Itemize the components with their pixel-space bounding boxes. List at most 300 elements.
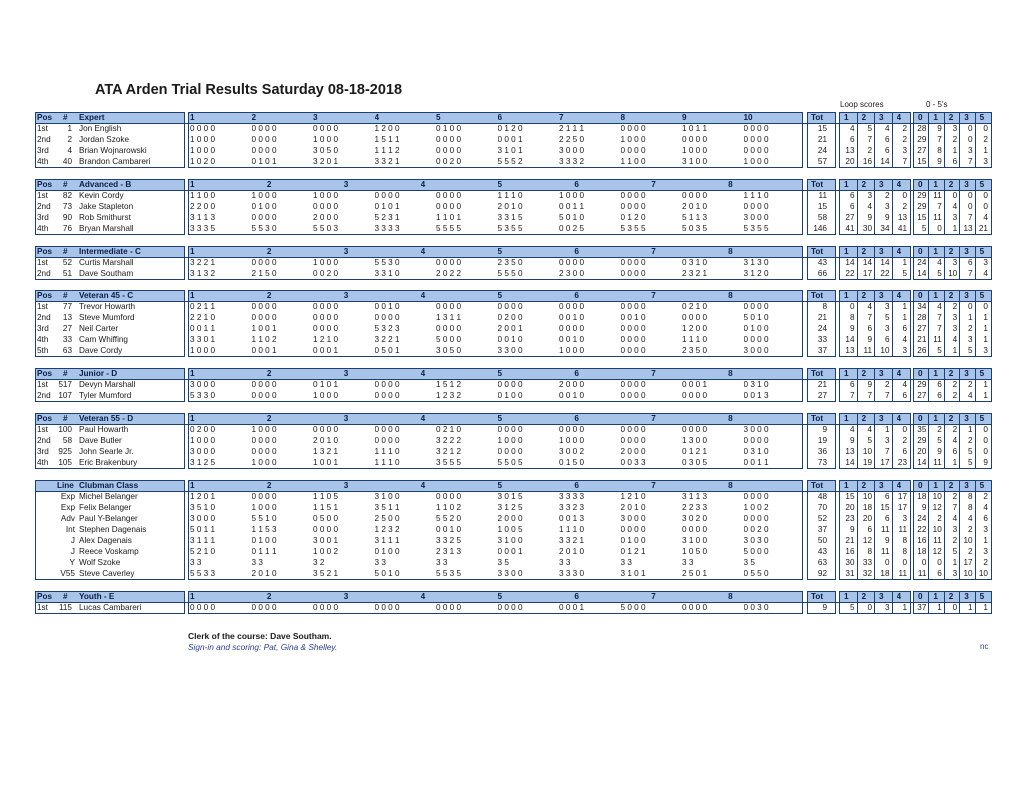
section-scores: 0 0 0 0 (743, 514, 769, 523)
section-scores: 0 0 0 0 (190, 124, 216, 133)
loop-score: 3 (884, 324, 890, 333)
section-title: Veteran 55 - D (79, 414, 134, 423)
section-scores: 0 0 0 0 (559, 258, 585, 267)
section-scores: 0 0 0 0 (743, 436, 769, 445)
section-scores: 0 0 0 0 (620, 124, 646, 133)
section-scores: 1 0 0 0 (190, 135, 216, 144)
header-section-number: 4 (420, 247, 426, 256)
section-scores: 3 3 (374, 558, 386, 567)
rider-total: 63 (817, 558, 827, 567)
loop-score: 17 (880, 458, 890, 467)
loop-score: 3 (884, 302, 890, 311)
header-section-number: 3 (343, 291, 349, 300)
section-scores: 0 0 0 0 (251, 146, 277, 155)
section-scores: 1 2 0 0 (374, 124, 400, 133)
score-count: 14 (917, 458, 927, 467)
rider-total: 24 (817, 146, 827, 155)
rider-name: Paul Y-Belanger (79, 514, 138, 523)
table-border (807, 179, 836, 235)
loop-score: 16 (862, 157, 872, 166)
column-divider (959, 591, 960, 614)
column-divider (975, 480, 976, 580)
header-section-number: 8 (728, 592, 733, 601)
score-count: 1 (952, 146, 958, 155)
rider-number: 90 (62, 213, 72, 222)
score-count: 5 (937, 346, 942, 355)
header-section-number: 1 (190, 180, 195, 189)
section-scores: 2 0 1 0 (620, 503, 646, 512)
section-scores: 1 0 0 0 (682, 146, 708, 155)
header-total: Tot (811, 481, 824, 490)
header-five-count: 5 (979, 113, 985, 122)
rider-total: 146 (813, 224, 827, 233)
header-five-count: 0 (918, 291, 923, 300)
score-count: 4 (952, 514, 958, 523)
rider-total: 33 (817, 335, 827, 344)
rider-position: 1st (37, 380, 48, 389)
loop-score: 14 (845, 335, 855, 344)
loop-score: 9 (884, 536, 890, 545)
loop-score: 20 (845, 157, 855, 166)
section-scores: 0 0 0 0 (620, 258, 646, 267)
score-count: 2 (952, 536, 958, 545)
header-loop-number: 4 (896, 180, 902, 189)
header-section-number: 8 (728, 180, 733, 189)
loop-score: 5 (849, 603, 855, 612)
column-divider (928, 413, 929, 469)
column-divider (857, 368, 858, 402)
header-five-count: 5 (979, 247, 985, 256)
section-scores: 0 0 0 0 (251, 124, 277, 133)
section-scores: 3 5 1 0 (190, 503, 216, 512)
section-scores: 0 0 1 1 (559, 202, 585, 211)
section-scores: 3 1 0 1 (497, 146, 523, 155)
score-count: 9 (937, 447, 942, 456)
rider-total: 92 (817, 569, 827, 578)
score-count: 6 (952, 157, 958, 166)
score-count: 5 (921, 224, 927, 233)
score-count: 7 (937, 135, 942, 144)
score-count: 28 (917, 124, 927, 133)
section-scores: 3 0 0 0 (743, 425, 769, 434)
section-scores: 1 0 0 0 (743, 157, 769, 166)
header-loop-number: 2 (861, 180, 867, 189)
loop-score: 2 (884, 191, 890, 200)
loop-score: 5 (884, 313, 890, 322)
header-section-number: 7 (651, 481, 656, 490)
section-scores: 3 1 0 0 (682, 536, 708, 545)
section-scores: 0 0 1 0 (436, 525, 462, 534)
column-divider (944, 290, 945, 357)
loop-score: 13 (845, 146, 855, 155)
section-scores: 0 0 0 0 (313, 302, 339, 311)
section-title: Advanced - B (79, 180, 132, 189)
section-scores: 3 3 (682, 558, 694, 567)
rider-total: 37 (817, 346, 827, 355)
rider-total: 9 (822, 425, 827, 434)
header-loop-number: 1 (844, 369, 849, 378)
section-scores: 1 0 2 0 (190, 157, 216, 166)
section-scores: 0 0 0 0 (743, 202, 769, 211)
score-count: 7 (968, 157, 973, 166)
score-count: 4 (968, 514, 973, 523)
section-scores: 3 1 1 1 (374, 536, 400, 545)
header-five-count: 1 (933, 414, 938, 423)
score-count: 28 (917, 313, 927, 322)
section-scores: 0 0 0 0 (620, 525, 646, 534)
rider-position: 3rd (37, 146, 49, 155)
loop-score: 5 (867, 436, 872, 445)
section-scores: 0 0 0 0 (559, 324, 585, 333)
section-scores: 5 0 1 0 (374, 569, 400, 578)
loop-score: 2 (902, 135, 907, 144)
rider-name: Paul Howarth (79, 425, 129, 434)
score-count: 5 (952, 547, 958, 556)
section-scores: 0 1 0 0 (251, 202, 277, 211)
section-scores: 0 0 0 0 (436, 302, 462, 311)
column-divider (975, 413, 976, 469)
class-line: J (70, 547, 75, 556)
table-border (35, 480, 185, 580)
section-scores: 1 5 1 1 (374, 135, 400, 144)
section-scores: 0 0 0 0 (374, 603, 400, 612)
section-scores: 1 0 0 1 (251, 324, 277, 333)
section-scores: 1 0 5 0 (682, 547, 708, 556)
score-count: 4 (952, 202, 958, 211)
rider-total: 52 (817, 514, 827, 523)
section-scores: 1 0 0 0 (313, 135, 339, 144)
column-divider (857, 413, 858, 469)
rider-number: 517 (58, 380, 72, 389)
section-scores: 3 3 3 2 (559, 157, 585, 166)
score-count: 0 (983, 191, 988, 200)
header-five-count: 1 (933, 592, 938, 601)
rider-total: 21 (817, 313, 827, 322)
section-scores: 0 0 0 0 (251, 135, 277, 144)
column-divider (975, 112, 976, 168)
section-scores: 5 0 0 0 (743, 547, 769, 556)
section-scores: 3 3 3 3 (559, 492, 585, 501)
score-count: 22 (917, 525, 927, 534)
rider-name: Tyler Mumford (79, 391, 132, 400)
score-count: 18 (917, 492, 927, 501)
zero-five-label: 0 - 5's (926, 100, 948, 109)
section-scores: 5 3 3 0 (190, 391, 216, 400)
section-scores: 2 0 0 0 (313, 213, 339, 222)
score-count: 3 (983, 525, 988, 534)
header-loop-number: 1 (844, 481, 849, 490)
section-scores: 0 0 0 0 (743, 335, 769, 344)
section-scores: 0 0 0 0 (497, 447, 523, 456)
column-divider (874, 246, 875, 280)
loop-score: 27 (845, 213, 855, 222)
section-scores: 0 2 1 0 (682, 302, 708, 311)
section-scores: 2 0 1 0 (559, 547, 585, 556)
header-loop-number: 2 (861, 369, 867, 378)
score-count: 3 (952, 525, 958, 534)
loop-score: 3 (902, 514, 907, 523)
header-loop-number: 2 (861, 247, 867, 256)
table-border (913, 246, 992, 280)
header-section-number: 5 (497, 592, 503, 601)
section-scores: 3 3 2 5 (436, 536, 462, 545)
header-five-count: 2 (948, 369, 954, 378)
results-section (35, 290, 991, 356)
score-count: 6 (983, 514, 988, 523)
score-count: 10 (978, 569, 988, 578)
rider-total: 15 (817, 124, 827, 133)
section-scores: 2 3 1 3 (436, 547, 462, 556)
section-scores: 0 0 0 0 (313, 603, 339, 612)
rider-position: 1st (37, 258, 48, 267)
header-section-number: 5 (497, 369, 503, 378)
column-divider (874, 480, 875, 580)
section-scores: 0 0 0 0 (313, 324, 339, 333)
section-scores: 0 0 0 0 (313, 425, 339, 434)
header-five-count: 3 (964, 481, 969, 490)
loop-score: 9 (849, 525, 855, 534)
score-count: 8 (937, 146, 942, 155)
score-count: 7 (968, 213, 973, 222)
header-section-number: 6 (574, 481, 579, 490)
section-scores: 0 0 0 0 (251, 313, 277, 322)
score-count: 0 (983, 302, 988, 311)
section-scores: 1 0 0 0 (497, 436, 523, 445)
section-scores: 1 0 0 0 (251, 458, 277, 467)
score-count: 15 (917, 157, 927, 166)
header-loop-number: 2 (861, 291, 867, 300)
table-border (188, 480, 803, 580)
loop-score: 9 (884, 213, 890, 222)
signin-scoring: Sign-in and scoring: Pat, Gina & Shelley. (188, 642, 338, 652)
header-five-count: 0 (918, 481, 923, 490)
header-section-number: 5 (497, 180, 503, 189)
section-scores: 0 0 3 0 (743, 603, 769, 612)
header-loop-number: 3 (879, 369, 884, 378)
score-count: 3 (968, 146, 973, 155)
section-scores: 3 3 2 3 (559, 503, 585, 512)
rider-name: John Searle Jr. (79, 447, 134, 456)
section-scores: 3 1 2 0 (743, 269, 769, 278)
header-five-count: 2 (948, 481, 954, 490)
section-scores: 1 1 5 1 (313, 503, 339, 512)
rider-number: 76 (62, 224, 72, 233)
section-scores: 0 1 0 0 (743, 324, 769, 333)
score-count: 0 (968, 124, 973, 133)
section-title: Junior - D (79, 369, 118, 378)
score-count: 10 (963, 536, 973, 545)
section-scores: 0 0 0 0 (620, 269, 646, 278)
rider-position: 2nd (37, 269, 51, 278)
score-count: 6 (968, 258, 973, 267)
section-scores: 1 2 3 2 (374, 525, 400, 534)
section-scores: 0 2 0 0 (497, 313, 523, 322)
rider-name: Reece Voskamp (79, 547, 139, 556)
rider-position: 2nd (37, 313, 51, 322)
section-scores: 1 0 0 0 (251, 191, 277, 200)
section-scores: 0 0 0 1 (251, 346, 277, 355)
section-scores: 1 0 0 0 (190, 346, 216, 355)
score-count: 2 (968, 436, 973, 445)
section-scores: 0 5 0 1 (374, 346, 400, 355)
column-divider (857, 112, 858, 168)
section-scores: 0 0 0 0 (682, 425, 708, 434)
header-total: Tot (811, 180, 824, 189)
rider-total: 15 (817, 202, 827, 211)
header-five-count: 3 (964, 247, 969, 256)
header-section-number: 2 (266, 247, 272, 256)
score-count: 2 (968, 324, 973, 333)
rider-total: 21 (817, 380, 827, 389)
header-loop-number: 4 (896, 369, 902, 378)
loop-scores-label: Loop scores (840, 100, 884, 109)
section-scores: 3 5 5 5 (436, 458, 462, 467)
section-scores: 2 0 0 0 (620, 447, 646, 456)
rider-position: 5th (37, 346, 49, 355)
section-scores: 3 1 3 0 (743, 258, 769, 267)
section-scores: 1 1 0 1 (436, 213, 462, 222)
header-five-count: 5 (979, 481, 985, 490)
loop-score: 23 (897, 458, 907, 467)
score-count: 27 (917, 324, 927, 333)
loop-score: 6 (867, 324, 872, 333)
loop-score: 41 (897, 224, 907, 233)
header-section-number: 2 (266, 592, 272, 601)
section-scores: 0 0 1 0 (559, 335, 585, 344)
section-scores: 5 3 5 5 (497, 224, 523, 233)
score-count: 2 (968, 547, 973, 556)
rider-total: 11 (818, 191, 827, 200)
section-scores: 3 2 1 2 (436, 447, 462, 456)
header-loop-number: 2 (861, 481, 867, 490)
header-total: Tot (811, 291, 824, 300)
section-scores: 1 1 1 0 (497, 191, 523, 200)
section-scores: 0 0 0 0 (313, 525, 339, 534)
section-scores: 2 0 1 0 (313, 436, 339, 445)
section-scores: 2 1 1 1 (559, 124, 585, 133)
rider-total: 8 (822, 302, 827, 311)
rider-name: Alex Dagenais (79, 536, 132, 545)
loop-score: 17 (897, 503, 907, 512)
section-scores: 3 3 3 0 (559, 569, 585, 578)
section-scores: 1 0 0 0 (559, 436, 585, 445)
class-line: V55 (60, 569, 75, 578)
section-scores: 0 0 0 0 (620, 335, 646, 344)
score-count: 4 (983, 503, 988, 512)
section-scores: 5 5 2 0 (436, 514, 462, 523)
score-count: 1 (983, 536, 988, 545)
score-count: 0 (983, 436, 988, 445)
header-section-number: 6 (574, 247, 579, 256)
score-count: 11 (933, 536, 942, 545)
header-five-count: 3 (964, 113, 969, 122)
header-total: Tot (811, 414, 824, 423)
section-scores: 0 0 0 0 (374, 380, 400, 389)
header-five-count: 1 (933, 369, 938, 378)
header-five-count: 5 (979, 592, 985, 601)
column-divider (892, 591, 893, 614)
header-loop-number: 2 (861, 113, 867, 122)
section-scores: 3 2 (313, 558, 325, 567)
section-scores: 0 0 0 0 (251, 603, 277, 612)
section-scores: 0 0 1 1 (743, 458, 769, 467)
header-section-number: 3 (343, 414, 349, 423)
score-count: 3 (952, 324, 958, 333)
section-scores: 0 0 0 0 (497, 302, 523, 311)
score-count: 4 (937, 258, 942, 267)
section-scores: 2 0 0 0 (559, 380, 585, 389)
rider-name: Neil Carter (79, 324, 119, 333)
loop-score: 21 (845, 536, 855, 545)
section-scores: 3 2 2 2 (436, 436, 462, 445)
header-divider (35, 602, 991, 603)
loop-score: 15 (845, 492, 855, 501)
section-scores: 5 3 5 5 (620, 224, 646, 233)
table-border (807, 413, 836, 469)
class-line: Y (69, 558, 75, 567)
score-count: 7 (937, 202, 942, 211)
section-scores: 3 0 0 2 (559, 447, 585, 456)
rider-position: 2nd (37, 391, 51, 400)
table-border (35, 368, 185, 402)
section-scores: 0 0 0 0 (251, 380, 277, 389)
section-scores: 0 2 0 0 (190, 425, 216, 434)
loop-score: 2 (902, 124, 907, 133)
rider-number: 77 (62, 302, 72, 311)
header-pos: Pos (37, 414, 53, 423)
score-count: 34 (917, 302, 927, 311)
header-section-number: 6 (497, 113, 503, 122)
rider-position: 2nd (37, 202, 51, 211)
loop-score: 15 (880, 503, 890, 512)
header-loop-number: 1 (844, 180, 849, 189)
section-scores: 3 3 0 1 (190, 335, 216, 344)
loop-score: 7 (867, 135, 872, 144)
score-count: 3 (983, 547, 988, 556)
loop-score: 10 (862, 447, 872, 456)
column-divider (857, 290, 858, 357)
section-scores: 0 0 0 0 (374, 391, 400, 400)
header-pos: Pos (37, 113, 53, 122)
loop-score: 4 (867, 202, 872, 211)
loop-score: 7 (867, 313, 872, 322)
section-scores: 1 0 1 1 (682, 124, 708, 133)
loop-score: 4 (902, 335, 907, 344)
rider-name: Lucas Cambareri (79, 603, 142, 612)
score-count: 2 (983, 135, 988, 144)
section-scores: 3 3 (251, 558, 263, 567)
section-scores: 0 0 0 1 (313, 346, 339, 355)
score-count: 0 (968, 202, 973, 211)
section-scores: 1 0 0 0 (559, 346, 585, 355)
score-count: 0 (983, 202, 988, 211)
table-border (188, 246, 803, 280)
section-scores: 3 0 0 0 (620, 514, 646, 523)
rider-total: 9 (822, 603, 827, 612)
rider-number: 27 (62, 324, 72, 333)
section-scores: 0 1 5 0 (559, 458, 585, 467)
column-divider (928, 591, 929, 614)
score-count: 11 (933, 458, 942, 467)
loop-score: 3 (902, 346, 907, 355)
rider-total: 43 (817, 547, 827, 556)
score-count: 2 (952, 380, 958, 389)
table-border (188, 179, 803, 235)
rider-name: Cam Whiffing (79, 335, 128, 344)
score-count: 24 (917, 514, 927, 523)
section-scores: 5 0 1 0 (559, 213, 585, 222)
section-scores: 0 2 1 0 (436, 425, 462, 434)
